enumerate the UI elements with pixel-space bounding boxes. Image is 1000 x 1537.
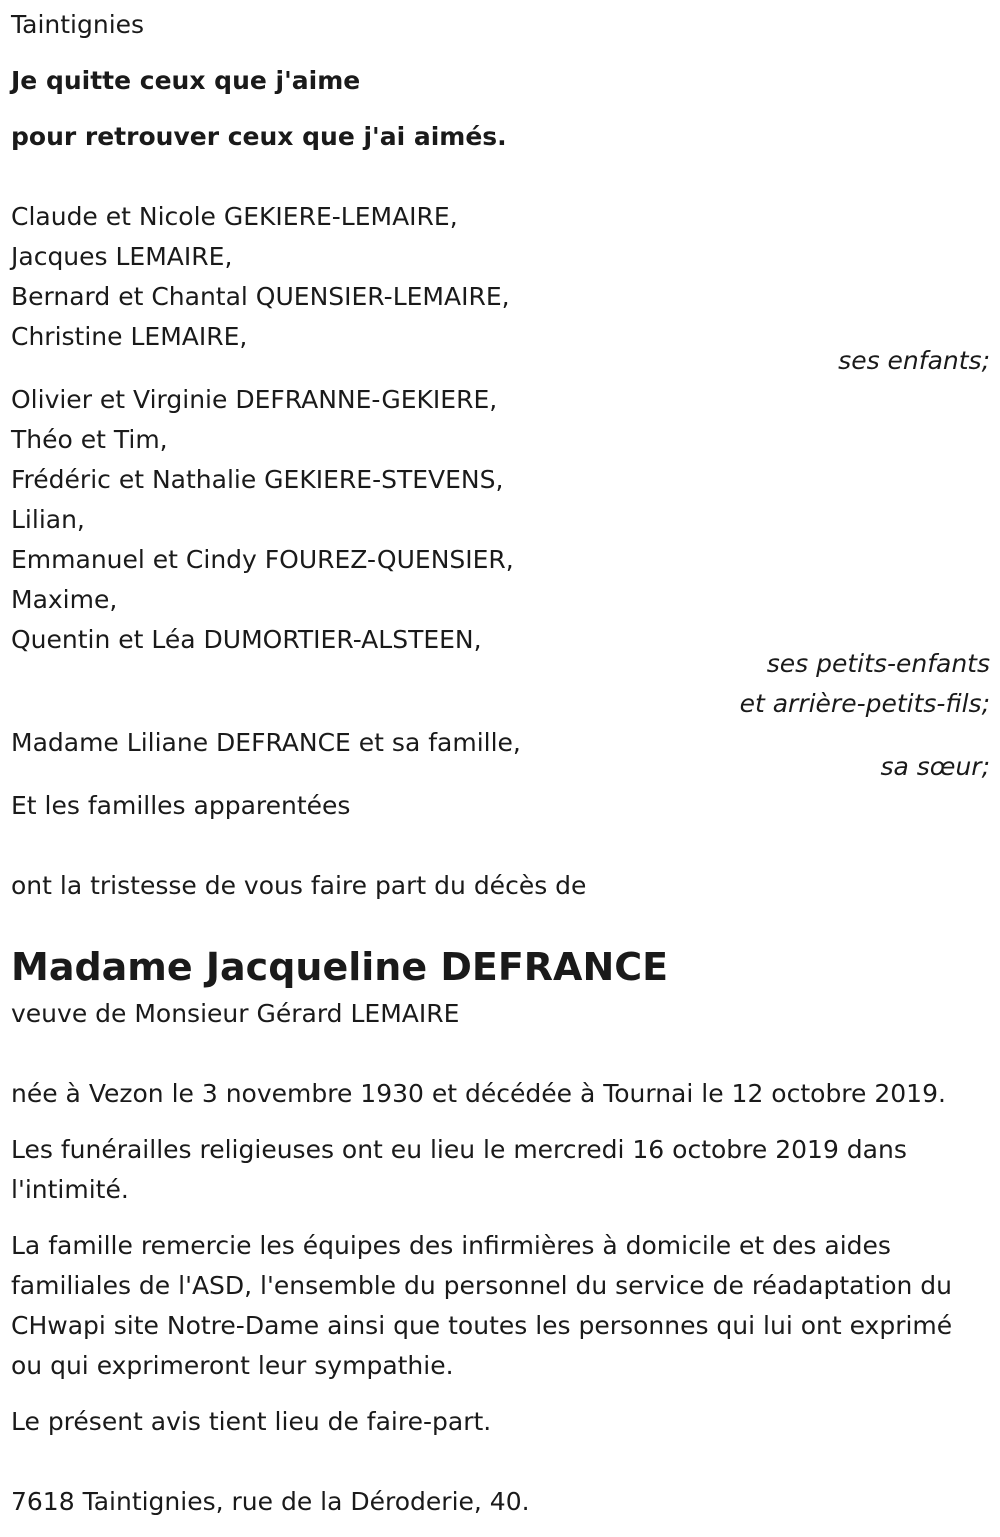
birth-death-text: née à Vezon le 3 novembre 1930 et décédée à Tournai le 12 octobre 2019. xyxy=(11,1079,946,1108)
grandchildren-relation-2: et arrière-petits-fils; xyxy=(739,689,990,718)
sister-name: Madame Liliane DEFRANCE et sa famille, xyxy=(11,728,521,757)
grandchild-name: Emmanuel et Cindy FOUREZ-QUENSIER, xyxy=(11,545,514,574)
announcement-text: ont la tristesse de vous faire part du décès de xyxy=(11,871,587,900)
grandchild-name: Olivier et Virginie DEFRANNE-GEKIERE, xyxy=(11,385,498,414)
deceased-name: Madame Jacqueline DEFRANCE xyxy=(11,945,669,989)
children-relation: ses enfants; xyxy=(838,346,990,375)
quote-line-1: Je quitte ceux que j'aime xyxy=(11,66,361,95)
child-name: Bernard et Chantal QUENSIER-LEMAIRE, xyxy=(11,282,510,311)
deceased-subtitle: veuve de Monsieur Gérard LEMAIRE xyxy=(11,999,460,1028)
grandchild-name: Frédéric et Nathalie GEKIERE-STEVENS, xyxy=(11,465,504,494)
child-name: Jacques LEMAIRE, xyxy=(11,242,233,271)
grandchild-name: Maxime, xyxy=(11,585,118,614)
grandchild-name: Lilian, xyxy=(11,505,85,534)
grandchildren-list xyxy=(11,380,514,660)
child-name: Christine LEMAIRE, xyxy=(11,322,248,351)
grandchild-name: Théo et Tim, xyxy=(11,425,168,454)
thanks-text: La famille remercie les équipes des infirmières à domicile et des aides familiales de l'ASD, l'ensemble du personnel du service de réadaptation du CHwapi site Notre-Dame ainsi que toutes les personnes qui lui ont exprimé ou qui exprimeront leur sympathie. xyxy=(11,1231,953,1380)
sister-relation: sa sœur; xyxy=(880,752,990,781)
children-list xyxy=(11,197,510,357)
address-text: 7618 Taintignies, rue de la Déroderie, 40. xyxy=(11,1487,530,1516)
notice-text: Le présent avis tient lieu de faire-part. xyxy=(11,1407,492,1436)
quote-line-2: pour retrouver ceux que j'ai aimés. xyxy=(11,122,507,151)
location-header: Taintignies xyxy=(11,10,145,39)
related-families: Et les familles apparentées xyxy=(11,791,351,820)
grandchild-name: Quentin et Léa DUMORTIER-ALSTEEN, xyxy=(11,625,482,654)
grandchildren-relation-1: ses petits-enfants xyxy=(766,649,990,678)
funeral-text: Les funérailles religieuses ont eu lieu le mercredi 16 octobre 2019 dans l'intimité. xyxy=(11,1135,907,1204)
child-name: Claude et Nicole GEKIERE-LEMAIRE, xyxy=(11,202,458,231)
